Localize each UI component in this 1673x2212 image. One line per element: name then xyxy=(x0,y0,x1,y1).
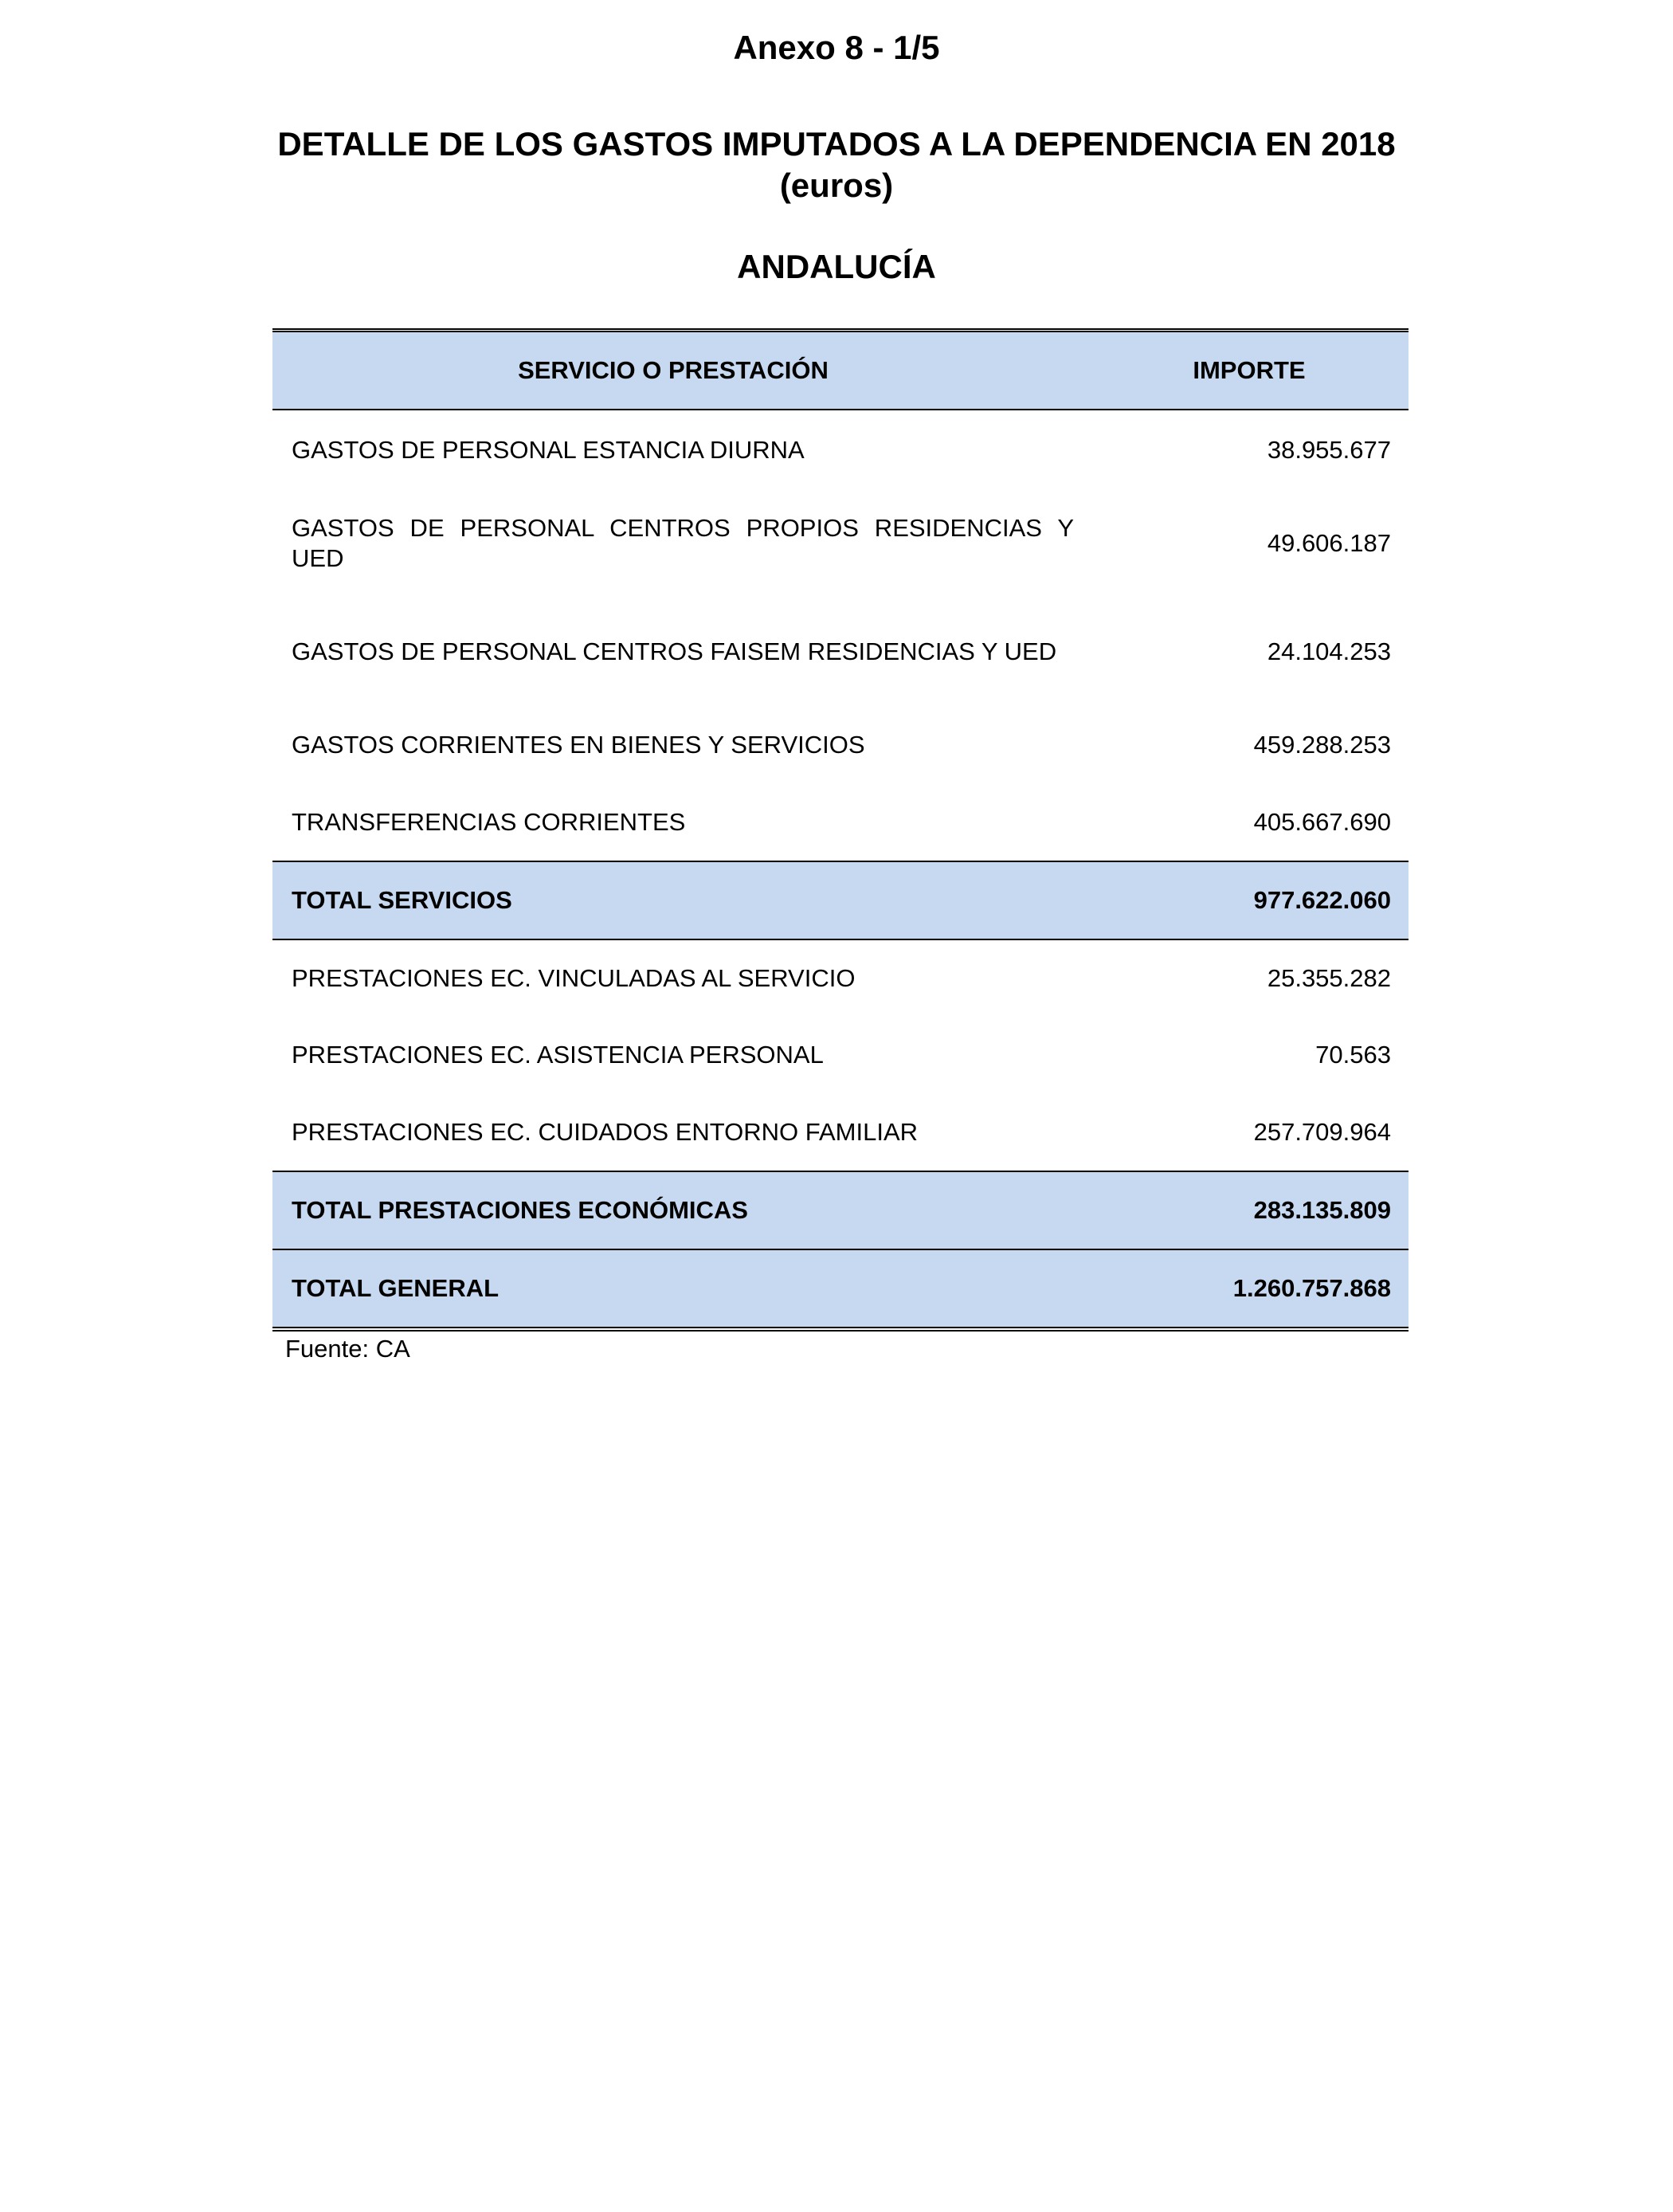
row-label: PRESTACIONES EC. ASISTENCIA PERSONAL xyxy=(292,1040,824,1069)
total-services-amount: 977.622.060 xyxy=(1253,886,1391,914)
row-label: PRESTACIONES EC. VINCULADAS AL SERVICIO xyxy=(292,963,856,992)
page-title xyxy=(0,124,1673,206)
source-note: Fuente: CA xyxy=(285,1335,410,1363)
column-header-service: SERVICIO O PRESTACIÓN xyxy=(518,356,829,384)
row-amount: 70.563 xyxy=(1315,1040,1391,1069)
row-label: PRESTACIONES EC. CUIDADOS ENTORNO FAMILIAR xyxy=(292,1117,919,1146)
column-header-amount: IMPORTE xyxy=(1193,356,1306,384)
table-row xyxy=(272,706,1409,783)
table-header-row xyxy=(272,332,1409,410)
title-line-2: (euros) xyxy=(779,167,894,204)
total-benefits-label: TOTAL PRESTACIONES ECONÓMICAS xyxy=(292,1196,748,1224)
table-row xyxy=(272,783,1409,861)
expenses-table xyxy=(272,328,1409,1332)
title-line-1: DETALLE DE LOS GASTOS IMPUTADOS A LA DEPENDENCIA EN 2018 xyxy=(277,125,1396,163)
row-amount: 459.288.253 xyxy=(1253,730,1391,759)
table-row xyxy=(272,1016,1409,1093)
table-row xyxy=(272,598,1409,706)
table-row xyxy=(272,410,1409,489)
row-amount: 38.955.677 xyxy=(1267,435,1391,464)
total-benefits-row xyxy=(272,1171,1409,1249)
annex-number: Anexo 8 - 1/5 xyxy=(733,29,940,66)
row-amount: 24.104.253 xyxy=(1267,637,1391,665)
total-general-label: TOTAL GENERAL xyxy=(292,1274,500,1302)
table-bottom-rule xyxy=(272,1327,1409,1332)
row-amount: 257.709.964 xyxy=(1253,1117,1391,1146)
region-heading: ANDALUCÍA xyxy=(737,248,936,285)
row-label: GASTOS DE PERSONAL CENTROS FAISEM RESIDENCIAS Y UED xyxy=(292,637,1057,665)
table-row xyxy=(272,939,1409,1016)
row-amount: 25.355.282 xyxy=(1267,963,1391,992)
total-general-row xyxy=(272,1249,1409,1327)
row-amount: 405.667.690 xyxy=(1253,807,1391,836)
table-row xyxy=(272,489,1409,598)
total-benefits-amount: 283.135.809 xyxy=(1253,1196,1391,1224)
row-label: TRANSFERENCIAS CORRIENTES xyxy=(292,807,686,836)
table-row xyxy=(272,1093,1409,1171)
row-label: GASTOS DE PERSONAL CENTROS PROPIOS RESIDENCIAS Y UED xyxy=(292,514,1074,572)
row-label: GASTOS DE PERSONAL ESTANCIA DIURNA xyxy=(292,435,805,464)
total-services-label: TOTAL SERVICIOS xyxy=(292,886,512,914)
total-general-amount: 1.260.757.868 xyxy=(1232,1274,1391,1302)
total-services-row xyxy=(272,861,1409,939)
row-label: GASTOS CORRIENTES EN BIENES Y SERVICIOS xyxy=(292,730,865,759)
row-amount: 49.606.187 xyxy=(1267,529,1391,557)
